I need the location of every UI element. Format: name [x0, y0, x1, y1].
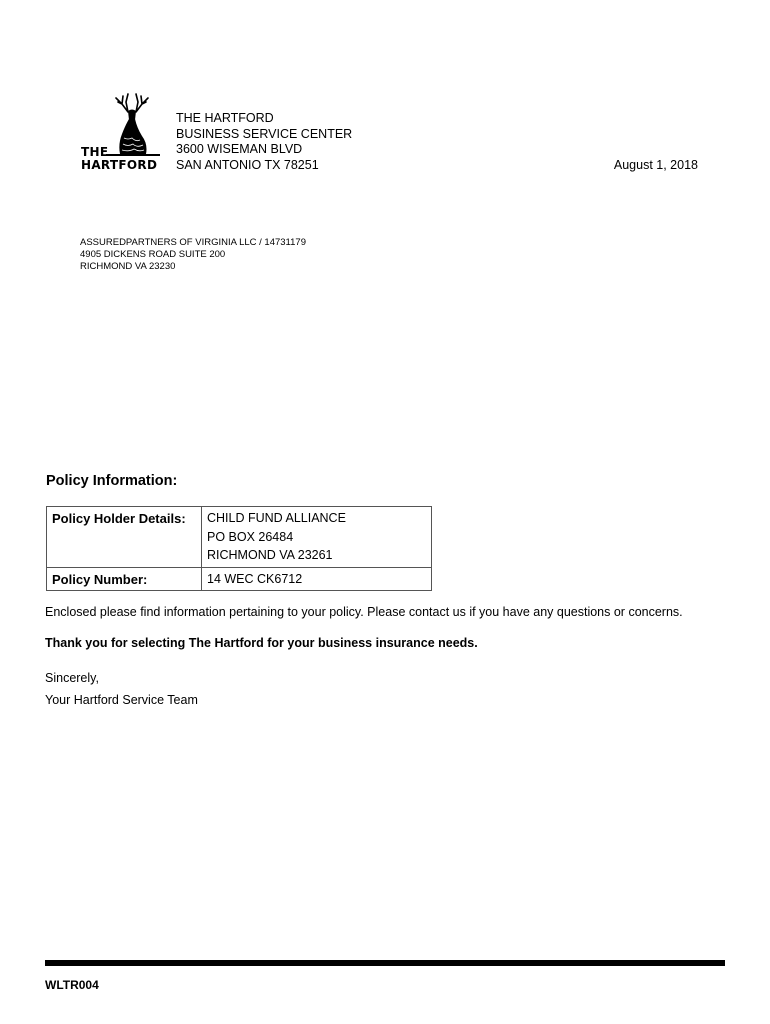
policy-holder-line: RICHMOND VA 23261: [207, 548, 333, 562]
policy-holder-label: Policy Holder Details:: [47, 507, 202, 568]
policy-holder-line: CHILD FUND ALLIANCE: [207, 511, 346, 525]
policy-table: [46, 506, 432, 591]
recipient-line: RICHMOND VA 23230: [80, 261, 176, 272]
policy-holder-value: [202, 507, 432, 568]
sender-line: BUSINESS SERVICE CENTER: [176, 126, 353, 141]
letter-date: August 1, 2018: [613, 158, 698, 172]
policy-number-label: Policy Number:: [47, 567, 202, 590]
thank-you-paragraph: Thank you for selecting The Hartford for your business insurance needs.: [45, 636, 478, 650]
table-row: [47, 567, 432, 590]
policy-holder-line: PO BOX 26484: [207, 529, 294, 544]
closing-signature: Your Hartford Service Team: [45, 693, 198, 707]
table-row: [47, 507, 432, 568]
section-title: Policy Information:: [46, 473, 178, 489]
logo-word-hartford: HARTFORD: [81, 158, 158, 172]
enclosed-paragraph: Enclosed please find information pertaining to your policy. Please contact us if you have any questions or concerns.: [45, 605, 683, 619]
form-code: WLTR004: [45, 978, 99, 992]
recipient-line: ASSUREDPARTNERS OF VIRGINIA LLC / 14731179: [80, 237, 306, 248]
closing-salutation: Sincerely,: [45, 671, 99, 685]
logo-word-the: THE: [81, 145, 109, 159]
closing-block: [45, 667, 198, 711]
policy-number-value: 14 WEC CK6712: [202, 567, 432, 590]
sender-line: 3600 WISEMAN BLVD: [176, 142, 303, 156]
recipient-address: [80, 237, 306, 273]
recipient-line: 4905 DICKENS ROAD SUITE 200: [80, 249, 226, 260]
hartford-logo: [78, 90, 158, 174]
sender-address: [176, 111, 352, 173]
footer-divider: [45, 960, 725, 966]
sender-line: THE HARTFORD: [176, 111, 274, 125]
sender-line: SAN ANTONIO TX 78251: [176, 157, 319, 172]
stag-icon: [106, 90, 160, 164]
